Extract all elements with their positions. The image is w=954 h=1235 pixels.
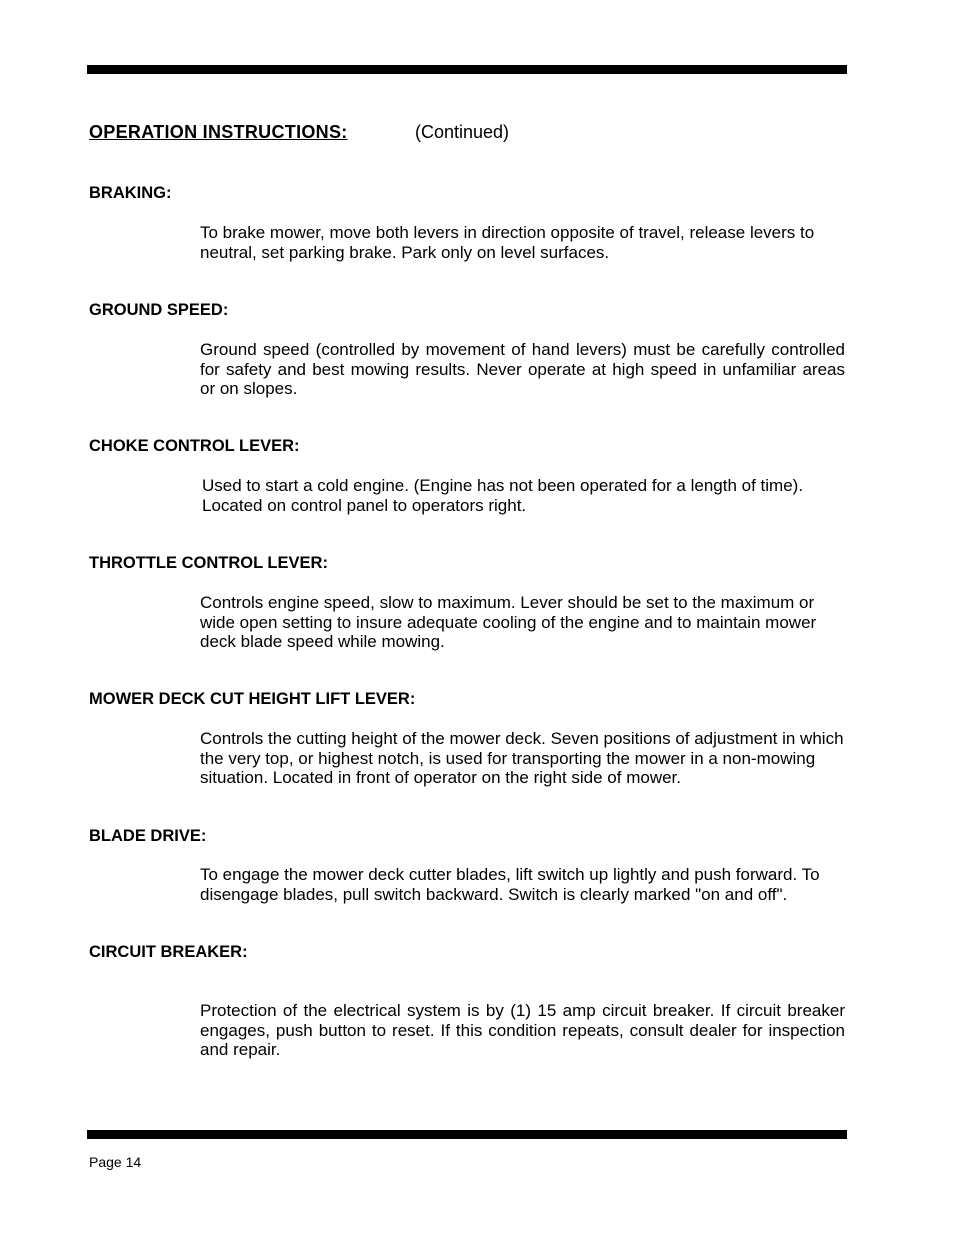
section-body-ground-speed: Ground speed (controlled by movement of hand levers) must be carefully controlled for safety and best mowing results. Never operate at high speed in unfamiliar areas or on slopes. — [200, 340, 845, 398]
page-number: Page 14 — [89, 1154, 142, 1170]
section-body-circuit-breaker: Protection of the electrical system is by (1) 15 amp circuit breaker. If circuit breaker engages, push button to reset. If this condition repeats, consult dealer for inspection and repair. — [200, 1001, 845, 1059]
section-heading-blade-drive: BLADE DRIVE: — [89, 827, 207, 845]
section-body-blade-drive: To engage the mower deck cutter blades, lift switch up lightly and push forward. To disengage blades, pull switch backward. Switch is clearly marked "on and off". — [200, 865, 820, 904]
section-body-throttle: Controls engine speed, slow to maximum. Lever should be set to the maximum or wide open setting to insure adequate cooling of the engine and to maintain mower deck blade speed while mowing. — [200, 593, 817, 651]
section-body-lift-lever: Controls the cutting height of the mower deck. Seven positions of adjustment in which the very top, or highest notch, is used for transporting the mower in a non-mowing situation. Located in front of operator on the right side of mower. — [200, 729, 844, 787]
section-heading-choke: CHOKE CONTROL LEVER: — [89, 437, 300, 455]
page-title: OPERATION INSTRUCTIONS: — [89, 122, 348, 142]
top-rule — [87, 65, 847, 74]
bottom-rule — [87, 1130, 847, 1139]
section-heading-braking: BRAKING: — [89, 184, 172, 202]
section-heading-lift-lever: MOWER DECK CUT HEIGHT LIFT LEVER: — [89, 690, 416, 708]
continued-label: (Continued) — [415, 122, 510, 142]
section-heading-circuit-breaker: CIRCUIT BREAKER: — [89, 943, 248, 961]
section-body-braking: To brake mower, move both levers in direction opposite of travel, release levers to neutral, set parking brake. Park only on level surfaces. — [200, 223, 815, 262]
section-heading-ground-speed: GROUND SPEED: — [89, 301, 229, 319]
section-heading-throttle: THROTTLE CONTROL LEVER: — [89, 554, 328, 572]
section-body-choke: Used to start a cold engine. (Engine has not been operated for a length of time). Located on control panel to operators right. — [202, 476, 804, 515]
